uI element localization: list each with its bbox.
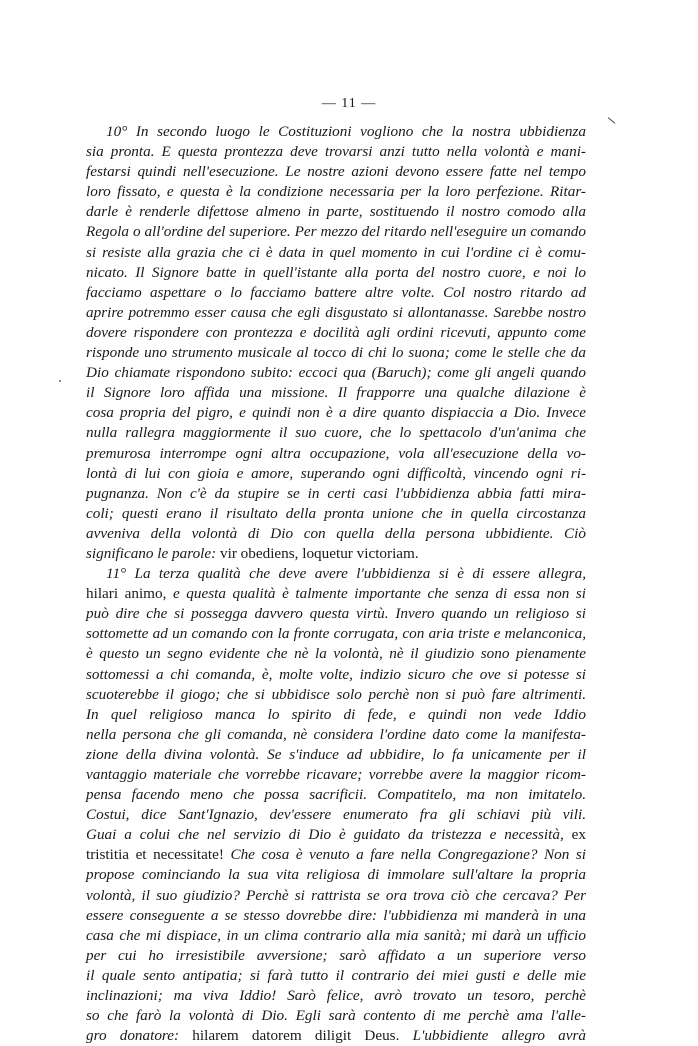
italic-text: per cui ho irresistibile avversione; sarò affidato a un superiore verso (86, 946, 586, 964)
stray-mark (608, 117, 616, 124)
italic-text: il Signore loro affida una missione. Il frapporre una qualche dilazione è (86, 384, 586, 402)
italic-text: Che cosa è venuto a fare nella Congregazione? Non si (223, 846, 586, 864)
text-line (86, 665, 586, 685)
text-line (86, 946, 586, 966)
text-line (86, 524, 586, 544)
latin-quote: tristitia et necessitate! (86, 846, 224, 864)
italic-text: aprire potremmo esser causa che egli disgustato si allontanasse. Sarebbe nostro (86, 303, 586, 321)
italic-text: L'ubbidiente allegro avrà (399, 1027, 587, 1045)
italic-text: volontà, il suo giudizio? Perchè si rattrista se ora trova ciò che cercava? Per (86, 886, 586, 904)
text-line (86, 504, 586, 524)
text-line (86, 182, 586, 202)
text-line (86, 403, 586, 423)
latin-quote: ex (563, 826, 586, 844)
italic-text: vantaggio materiale che vorrebbe ricavare; vorrebbe avere la maggior ricom- (86, 766, 586, 783)
latin-quote: hilarem datorem diligit Deus. (179, 1027, 400, 1045)
text-line (86, 986, 586, 1006)
italic-text: festarsi quindi nell'esecuzione. Le nostre azioni devono essere fatte nel tempo (86, 163, 586, 181)
text-line (86, 1026, 586, 1046)
text-line (86, 444, 586, 464)
italic-text: coli; questi erano il risultato della pronta unione che in quella circostanza (86, 504, 586, 522)
italic-text: avveniva della volontà di Dio con quella della persona ubbidiente. Ciò (86, 524, 586, 542)
text-line (86, 564, 586, 584)
text-line (86, 263, 586, 283)
text-line (86, 805, 586, 825)
text-line (86, 604, 586, 624)
text-line (86, 544, 586, 564)
italic-text: risponde uno strumento musicale al tocco di chi lo suona; come le stelle che da (86, 344, 586, 362)
italic-text: nulla rallegra maggiormente il suo cuore, che lo spettacolo d'un'anima che (86, 424, 586, 442)
text-line (86, 202, 586, 222)
italic-text: In quel religioso manca lo spirito di fede, e quindi non vede Iddio (86, 705, 586, 723)
italic-text: essere conseguente a se stesso dovrebbe dire: l'ubbidienza mi manderà in una (86, 906, 586, 924)
italic-text: nella persona che gli comanda, nè considera l'ordine dato come la manifesta- (86, 725, 586, 743)
margin-dot (59, 380, 61, 382)
body-text (86, 122, 586, 1046)
italic-text: lontà di lui con gioia e amore, superando ogni difficoltà, vincendo ogni ri- (86, 464, 586, 482)
text-line (86, 745, 586, 765)
italic-text: zione della divina volontà. Se s'induce ad ubbidire, lo fa unicamente per il (86, 745, 586, 763)
italic-text: pensa facendo meno che possa sacrificii. Compatitelo, ma non imitatelo. (86, 786, 586, 804)
text-line (86, 765, 586, 785)
text-line (86, 283, 586, 303)
text-line (86, 343, 586, 363)
italic-text: gro donatore: (86, 1027, 180, 1045)
italic-text: so che farò la volontà di Dio. Egli sarà contento di me perchè ama l'alle- (86, 1007, 586, 1025)
italic-text: 10° In secondo luogo le Costituzioni vogliono che la nostra ubbidienza (106, 123, 586, 140)
italic-text: darle è renderle difettose almeno in parte, sostituendo il nostro comodo alla (86, 203, 586, 221)
text-line (86, 865, 586, 885)
text-line (86, 705, 586, 725)
text-line (86, 725, 586, 745)
italic-text: sottomette ad un comando con la fronte corrugata, con aria triste e melanconica, (86, 625, 586, 643)
text-line (86, 222, 586, 242)
italic-text: facciamo aspettare o lo facciamo battere altre volte. Col nostro ritardo ad (86, 283, 586, 301)
italic-text: inclinazioni; ma viva Iddio! Sarò felice, avrò trovato un tesoro, perchè (86, 987, 586, 1005)
text-line (86, 464, 586, 484)
italic-text: è questo un segno evidente che nè la volontà, nè il giudizio sono pienamente (86, 645, 586, 663)
text-line (86, 423, 586, 443)
italic-text: e questa qualità è talmente importante che senza di essa non si (166, 585, 587, 603)
italic-text: propose cominciando la sua vita religiosa di immolare sull'altare la propria (86, 866, 586, 884)
text-line (86, 685, 586, 705)
italic-text: il quale sento antipatia; si farà tutto il contrario dei miei gusti e delle mie (86, 966, 586, 984)
text-line (86, 966, 586, 986)
italic-text: scuoterebbe il giogo; che si ubbidisce solo perchè non si può fare altrimenti. (86, 685, 586, 703)
text-line (86, 122, 586, 142)
italic-text: 11° La terza qualità che deve avere l'ubbidienza si è di essere allegra, (106, 565, 586, 583)
text-line (86, 886, 586, 906)
text-line (86, 624, 586, 644)
italic-text: Regola o all'ordine del superiore. Per mezzo del ritardo nell'eseguire un comando (86, 223, 586, 241)
text-line (86, 363, 586, 383)
text-line (86, 785, 586, 805)
italic-text: può dire che si possegga davvero questa virtù. Invero quando un religioso si (86, 605, 586, 623)
italic-text: sottomessi a chi comanda, è, molte volte, indizio sicuro che ove si potesse si (86, 665, 586, 683)
italic-text: casa che mi dispiace, in un clima contrario alla mia sanità; mi darà un ufficio (86, 926, 586, 944)
italic-text: cosa propria del pigro, e quindi non è a dire quanto dispiaccia a Dio. Invece (86, 404, 586, 422)
text-line (86, 162, 586, 182)
italic-text: dovere rispondere con prontezza e docilità agli ordini ricevuti, appunto come (86, 323, 586, 341)
text-line (86, 845, 586, 865)
italic-text: Costui, dice Sant'Ignazio, dev'essere enumerato fra gli schiavi più vili. (86, 806, 586, 824)
text-line (86, 906, 586, 926)
text-line (86, 584, 586, 604)
text-line (86, 383, 586, 403)
latin-quote: vir obediens, loquetur victoriam. (216, 544, 419, 562)
italic-text: nicato. Il Signore batte in quell'istante alla porta del nostro cuore, e noi lo (86, 263, 586, 281)
page-number: — 11 — (321, 96, 377, 111)
italic-text: si resiste alla grazia che ci è data in quel momento in cui l'ordine ci è comu- (86, 243, 586, 261)
italic-text: significano le parole: (86, 544, 217, 562)
text-line (86, 323, 586, 343)
italic-text: pugnanza. Non c'è da stupire se in certi casi l'ubbidienza abbia fatti mira- (86, 484, 586, 502)
text-line (86, 142, 586, 162)
text-line (86, 825, 586, 845)
italic-text: loro fissato, e questa è la condizione necessaria per la loro perfezione. Ritar- (86, 183, 586, 201)
text-line (86, 644, 586, 664)
text-line (86, 1006, 586, 1026)
italic-text: sia pronta. E questa prontezza deve trovarsi anzi tutto nella volontà e mani- (86, 143, 586, 161)
text-line (86, 243, 586, 263)
latin-quote: hilari animo, (86, 585, 167, 603)
italic-text: premurosa interrompe ogni altra occupazione, vola all'esecuzione della vo- (86, 444, 586, 462)
text-line (86, 303, 586, 323)
text-line (86, 484, 586, 504)
italic-text: Guai a colui che nel servizio di Dio è guidato da tristezza e necessità, (86, 826, 564, 844)
italic-text: Dio chiamate rispondono subito: eccoci qua (Baruch); come gli angeli quando (86, 364, 586, 382)
text-line (86, 926, 586, 946)
